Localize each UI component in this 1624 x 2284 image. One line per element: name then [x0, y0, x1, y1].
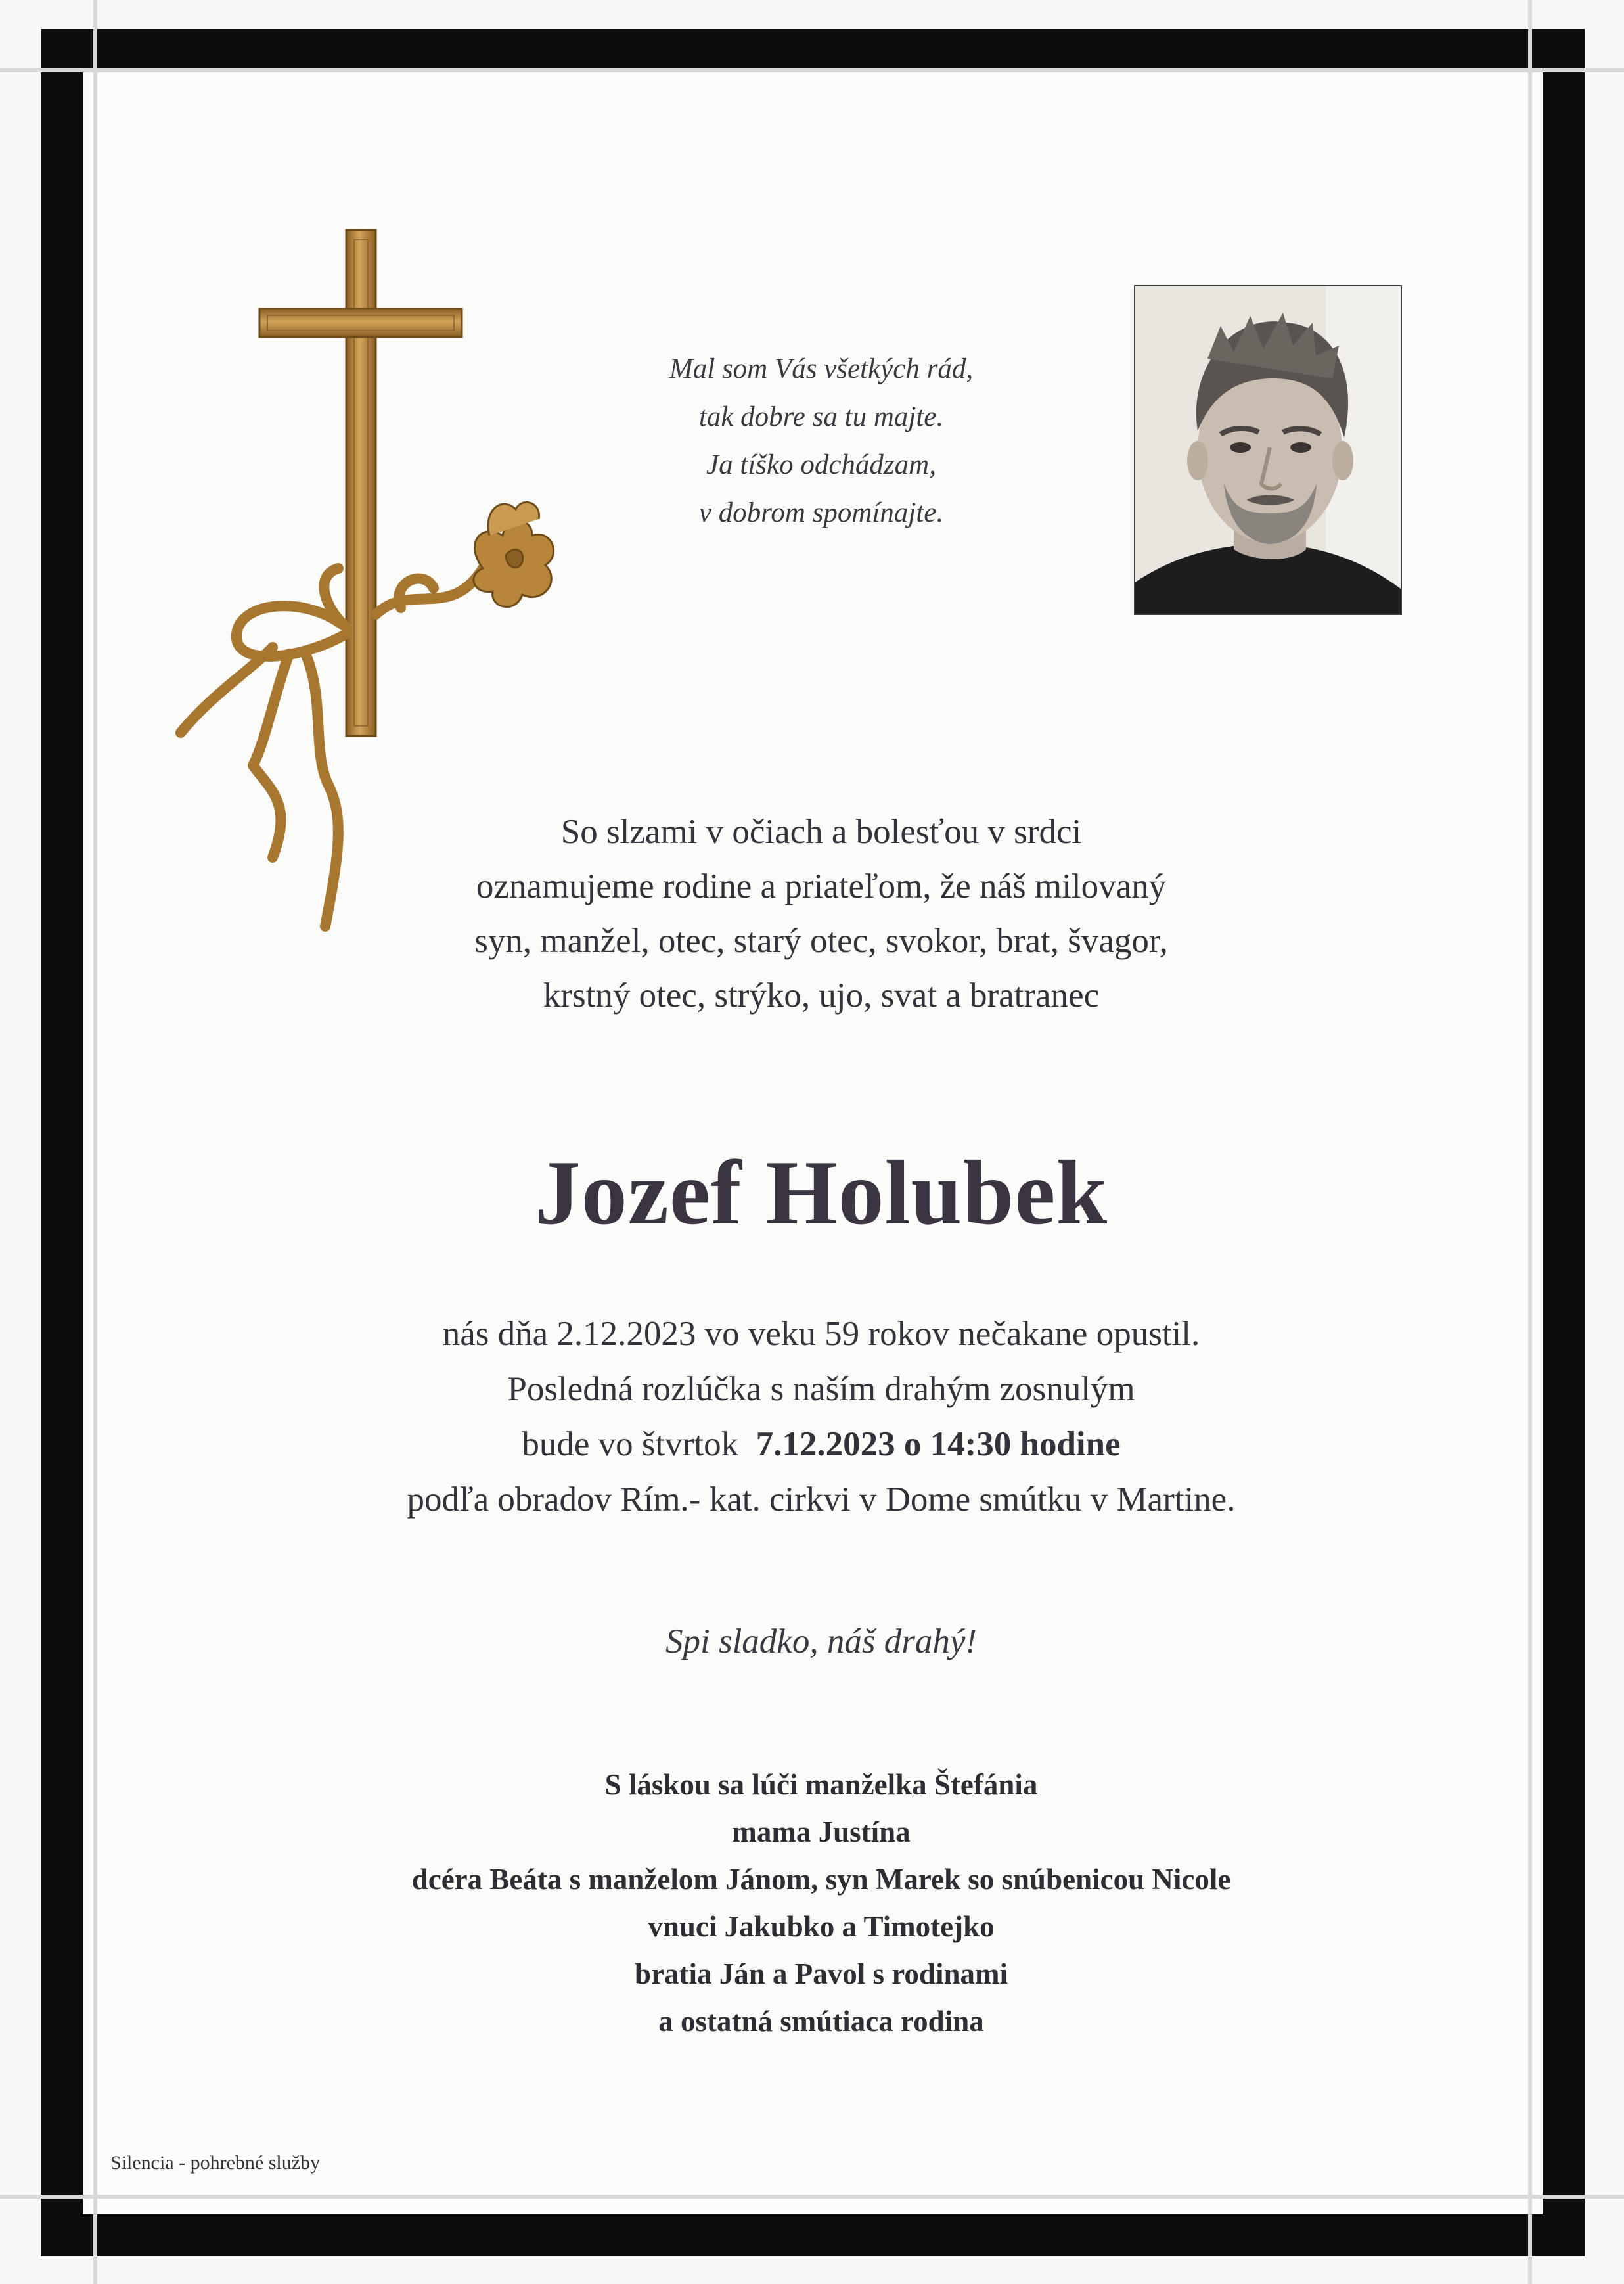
announcement-text: [328, 805, 1314, 1023]
poem-line: tak dobre sa tu majte.: [698, 401, 944, 432]
family-line: vnuci Jakubko a Timotejko: [648, 1910, 995, 1943]
announcement-line: krstný otec, strýko, ujo, svat a bratranec: [543, 976, 1100, 1015]
family-line: mama Justína: [732, 1816, 911, 1848]
farewell-text: Spi sladko, náš drahý!: [665, 1622, 978, 1660]
details-prefix: bude vo štvrtok: [522, 1425, 739, 1463]
frame-guide-line: [0, 2195, 1624, 2199]
details-line: nás dňa 2.12.2023 vo veku 59 rokov nečakane opustil.: [442, 1315, 1200, 1353]
poem: [591, 345, 1051, 537]
family-line: bratia Ján a Pavol s rodinami: [635, 1957, 1008, 1990]
family-line: a ostatná smútiaca rodina: [658, 2005, 984, 2038]
frame-guide-line: [0, 68, 1624, 72]
frame-guide-line: [93, 0, 97, 2284]
deceased-name: Jozef Holubek: [534, 1142, 1108, 1244]
details-line-date: [263, 1417, 1380, 1472]
frame-guide-line: [1528, 0, 1532, 2284]
family-line: S láskou sa lúči manželka Štefánia: [604, 1768, 1038, 1801]
portrait-photo: [1134, 285, 1402, 615]
details-line: Posledná rozlúčka s naším drahým zosnulým: [507, 1370, 1135, 1408]
portrait-illustration: [1135, 286, 1401, 614]
poem-line: Ja tíško odchádzam,: [706, 449, 936, 480]
announcement-line: syn, manžel, otec, starý otec, svokor, brat, švagor,: [474, 922, 1168, 960]
details-line: podľa obradov Rím.- kat. cirkvi v Dome smútku v Martine.: [407, 1480, 1236, 1519]
funeral-details: [263, 1306, 1380, 1527]
funeral-datetime: 7.12.2023 o 14:30 hodine: [756, 1425, 1121, 1463]
poem-line: Mal som Vás všetkých rád,: [669, 354, 974, 384]
announcement-line: So slzami v očiach a bolesťou v srdci: [560, 813, 1082, 851]
poem-line: v dobrom spomínajte.: [698, 497, 944, 528]
family-list: [263, 1761, 1380, 2045]
funeral-service-credit: Silencia - pohrebné služby: [110, 2152, 321, 2174]
family-line: dcéra Beáta s manželom Jánom, syn Marek so snúbenicou Nicole: [411, 1863, 1231, 1896]
announcement-line: oznamujeme rodine a priateľom, že náš milovaný: [476, 867, 1167, 905]
